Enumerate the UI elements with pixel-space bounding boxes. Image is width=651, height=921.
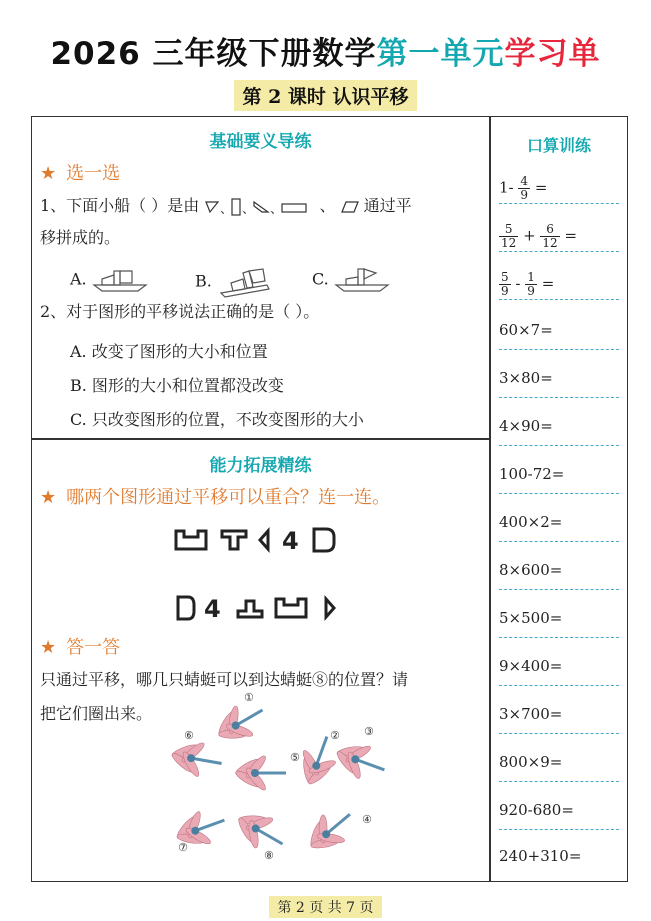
page-title bbox=[0, 28, 651, 73]
dragonfly-label: ④ bbox=[362, 813, 372, 826]
frac-2-op: + bbox=[523, 226, 536, 245]
d-shape-2 bbox=[178, 597, 194, 619]
question-1-text-end: 通过平 bbox=[363, 196, 412, 215]
dragonfly-label: ⑤ bbox=[290, 751, 300, 764]
frac-2-eq: = bbox=[564, 226, 578, 245]
frac-1-den: 9 bbox=[520, 188, 529, 202]
shape-row-2 bbox=[172, 593, 362, 623]
oral-calc-item: 9×400= bbox=[499, 657, 619, 686]
inverted-t-shape-2 bbox=[238, 601, 262, 617]
oral-calc-item: 3×80= bbox=[499, 369, 619, 398]
q2-option-a: A. 改变了图形的大小和位置 bbox=[70, 342, 268, 361]
dragonfly-icon bbox=[234, 754, 286, 793]
dragonfly-label: ① bbox=[244, 691, 254, 704]
oral-calc-item bbox=[499, 223, 619, 252]
svg-text:、: 、 bbox=[220, 201, 234, 217]
frac-1-eq: = bbox=[534, 178, 548, 197]
frac-3b-den: 9 bbox=[527, 284, 535, 298]
frac-3a-den: 9 bbox=[501, 284, 509, 298]
oral-calc-heading: 口算训练 bbox=[526, 136, 591, 155]
d-shape-1 bbox=[314, 529, 334, 551]
question-1-line1 bbox=[40, 193, 412, 216]
title-part3: 学习单 bbox=[504, 36, 601, 72]
q1-option-b bbox=[195, 267, 273, 297]
frac-1-op: - bbox=[508, 178, 514, 197]
frac-3a bbox=[499, 271, 511, 298]
choose-heading-label: 选一选 bbox=[66, 163, 121, 184]
frac-3-op: - bbox=[515, 274, 521, 293]
t-shape-1 bbox=[222, 531, 246, 549]
choose-heading bbox=[40, 159, 120, 185]
q2-option-b: B. 图形的大小和位置都没改变 bbox=[70, 376, 284, 395]
dragonfly-icon bbox=[329, 734, 391, 788]
q2-option-c: C. 只改变图形的位置，不改变图形的大小 bbox=[70, 410, 364, 429]
frac-2a-den: 12 bbox=[501, 236, 517, 250]
question-2: 2、对于图形的平移说法正确的是（ ）。 bbox=[40, 302, 320, 321]
advanced-section-heading: 能力拓展精练 bbox=[209, 456, 312, 476]
svg-text:、: 、 bbox=[270, 201, 284, 217]
page-number: 第 2 页 共 7 页 bbox=[269, 896, 381, 918]
oral-calc-item: 3×700= bbox=[499, 705, 619, 734]
boat-b-icon bbox=[217, 267, 273, 297]
star-icon: ★ bbox=[40, 487, 57, 508]
frac-3b-num: 1 bbox=[527, 270, 535, 284]
boat-c-icon bbox=[334, 267, 390, 293]
q1-option-a-label: A. bbox=[70, 269, 87, 289]
oral-calc-item: 60×7= bbox=[499, 321, 619, 350]
dragonfly-icon bbox=[228, 801, 292, 860]
answer-question-line1: 只通过平移，哪几只蜻蜓可以到达蜻蜓⑧的位置？请 bbox=[40, 670, 409, 689]
dragonfly-label: ⑥ bbox=[184, 729, 194, 742]
frac-1-num: 4 bbox=[520, 174, 529, 188]
frac-1-whole: 1 bbox=[499, 178, 509, 197]
star-icon: ★ bbox=[40, 637, 57, 658]
frac-3-eq: = bbox=[541, 274, 555, 293]
oral-calc-item: 4×90= bbox=[499, 417, 619, 446]
frac-3b bbox=[525, 271, 537, 298]
digit-four-2: 4 bbox=[204, 595, 221, 623]
notched-rect-shape-2 bbox=[276, 599, 306, 617]
arrow-shape-1 bbox=[260, 531, 268, 549]
frac-2b bbox=[540, 223, 559, 250]
lesson-subtitle bbox=[0, 80, 651, 111]
title-part2: 第一单元 bbox=[376, 36, 505, 72]
frac-2b-den: 12 bbox=[542, 236, 558, 250]
basic-section-heading: 基础要义导练 bbox=[209, 132, 312, 152]
answer-heading bbox=[40, 633, 120, 659]
q1-option-c bbox=[312, 267, 390, 293]
oral-calc-item: 8×600= bbox=[499, 561, 619, 590]
answer-question-line2: 把它们圈出来。 bbox=[40, 704, 153, 723]
notched-rect-shape-1 bbox=[176, 531, 206, 549]
dragonfly-figure bbox=[160, 691, 400, 871]
digit-four-1: 4 bbox=[282, 527, 299, 555]
boat-parts-icon bbox=[204, 198, 314, 216]
dragonfly-icon bbox=[298, 800, 363, 863]
shape-row-1 bbox=[172, 525, 362, 555]
match-heading bbox=[40, 483, 390, 509]
frac-3a-num: 5 bbox=[501, 270, 509, 284]
dragonfly-label: ⑦ bbox=[178, 841, 188, 854]
frac-2b-num: 6 bbox=[540, 223, 559, 237]
oral-calc-item: 920-680= bbox=[499, 801, 619, 830]
star-icon: ★ bbox=[40, 163, 57, 184]
parallelogram-icon bbox=[341, 200, 359, 214]
dragonfly-icon bbox=[208, 693, 272, 752]
dragonfly-label: ⑧ bbox=[264, 849, 274, 862]
question-1-line2: 移拼成的。 bbox=[40, 228, 121, 247]
frac-2a bbox=[499, 223, 518, 250]
oral-calc-item: 5×500= bbox=[499, 609, 619, 638]
page-footer bbox=[0, 896, 651, 918]
svg-text:、: 、 bbox=[242, 201, 256, 217]
oral-calc-item bbox=[499, 175, 619, 204]
dragonfly-label: ② bbox=[330, 729, 340, 742]
oral-calc-item: 800×9= bbox=[499, 753, 619, 782]
dragonfly-label: ③ bbox=[364, 725, 374, 738]
boat-a-icon bbox=[92, 267, 148, 293]
title-part1: 2026 三年级下册数学 bbox=[50, 36, 377, 72]
oral-calc-item bbox=[499, 271, 619, 300]
subtitle-text: 第 2 课时 认识平移 bbox=[234, 80, 416, 111]
frac-1 bbox=[518, 175, 530, 202]
question-1-text: 1、下面小船（ ）是由 bbox=[40, 196, 200, 215]
oral-calc-item: 400×2= bbox=[499, 513, 619, 542]
dragonfly-icon bbox=[167, 735, 225, 782]
q1-option-c-label: C. bbox=[312, 269, 329, 289]
question-1-sep: 、 bbox=[319, 196, 336, 215]
worksheet-frame bbox=[31, 116, 628, 882]
oral-calc-item: 100-72= bbox=[499, 465, 619, 494]
q1-option-a bbox=[70, 267, 148, 293]
oral-calc-column bbox=[491, 117, 627, 881]
answer-heading-label: 答一答 bbox=[66, 637, 121, 658]
match-heading-label: 哪两个图形通过平移可以重合？连一连。 bbox=[66, 487, 391, 508]
oral-calc-item: 240+310= bbox=[499, 847, 582, 865]
section-divider bbox=[32, 438, 489, 440]
frac-2a-num: 5 bbox=[499, 223, 518, 237]
arrow-shape-2 bbox=[326, 599, 334, 617]
q1-option-b-label: B. bbox=[195, 271, 212, 291]
